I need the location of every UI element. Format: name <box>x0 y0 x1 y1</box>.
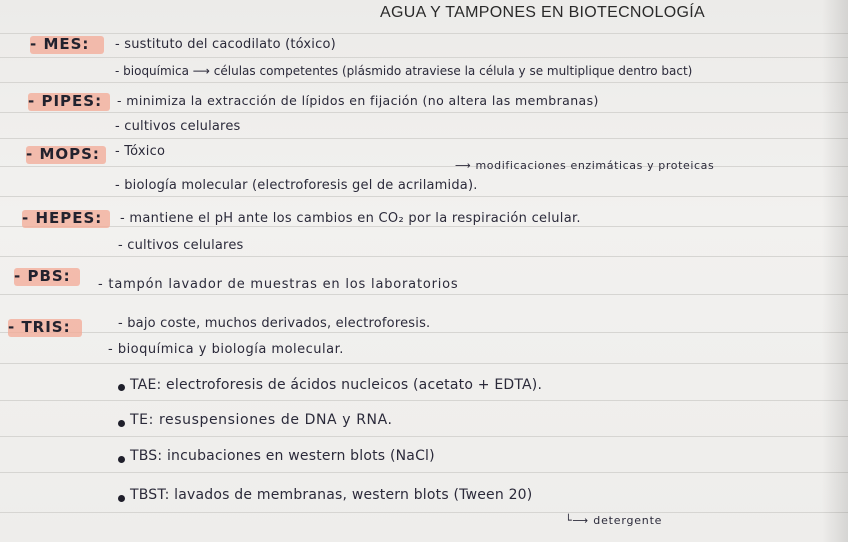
bullet-dot <box>118 456 125 463</box>
ruled-line <box>0 226 848 227</box>
ruled-line <box>0 112 848 113</box>
pbs-line-1: - tampón lavador de muestras en los laboratorios <box>98 277 459 292</box>
section-heading-pbs: - PBS: <box>14 267 71 285</box>
hepes-line-1: - mantiene el pH ante los cambios en CO₂ por la respiración celular. <box>120 211 581 226</box>
tris-bullet-tae: TAE: electroforesis de ácidos nucleicos (acetato + EDTA). <box>130 377 543 393</box>
ruled-line <box>0 33 848 34</box>
tris-bullet-tbs: TBS: incubaciones en western blots (NaCl) <box>130 448 435 464</box>
pipes-line-2: - cultivos celulares <box>115 119 241 134</box>
ruled-line <box>0 196 848 197</box>
section-heading-mops: - MOPS: <box>26 145 100 163</box>
tris-line-2: - bioquímica y biología molecular. <box>108 342 344 357</box>
ruled-line <box>0 363 848 364</box>
page-title: AGUA Y TAMPONES EN BIOTECNOLOGÍA <box>380 4 705 21</box>
ruled-line <box>0 512 848 513</box>
mops-line-1: - Tóxico <box>115 144 166 159</box>
section-heading-pipes: - PIPES: <box>28 92 103 110</box>
hepes-line-2: - cultivos celulares <box>118 238 244 253</box>
pipes-line-1: - minimiza la extracción de lípidos en fijación (no altera las membranas) <box>117 93 599 108</box>
ruled-line <box>0 436 848 437</box>
mops-arrow-note: ⟶ modificaciones enzimáticas y proteicas <box>455 159 715 172</box>
bullet-dot <box>118 420 125 427</box>
mops-line-2: - biología molecular (electroforesis gel de acrilamida). <box>115 178 478 193</box>
bullet-dot <box>118 384 125 391</box>
tris-line-1: - bajo coste, muchos derivados, electroforesis. <box>118 316 431 331</box>
section-heading-mes: - MES: <box>30 35 90 53</box>
detergent-note: └⟶ detergente <box>565 514 663 527</box>
tris-bullet-te: TE: resuspensiones de DNA y RNA. <box>130 412 393 428</box>
mes-line-1: - sustituto del cacodilato (tóxico) <box>115 37 336 52</box>
bullet-dot <box>118 495 125 502</box>
ruled-line <box>0 400 848 401</box>
ruled-line <box>0 82 848 83</box>
ruled-line <box>0 472 848 473</box>
ruled-line <box>0 332 848 333</box>
tris-bullet-tbst: TBST: lavados de membranas, western blots (Tween 20) <box>130 487 533 503</box>
mes-line-2: - bioquímica ⟶ células competentes (plásmido atraviese la célula y se multiplique dentro bact) <box>115 64 693 78</box>
section-heading-tris: - TRIS: <box>8 318 71 336</box>
ruled-line <box>0 57 848 58</box>
ruled-line <box>0 256 848 257</box>
ruled-line <box>0 138 848 139</box>
ruled-line <box>0 166 848 167</box>
page-shadow <box>822 0 848 542</box>
section-heading-hepes: - HEPES: <box>22 209 103 227</box>
ruled-line <box>0 294 848 295</box>
